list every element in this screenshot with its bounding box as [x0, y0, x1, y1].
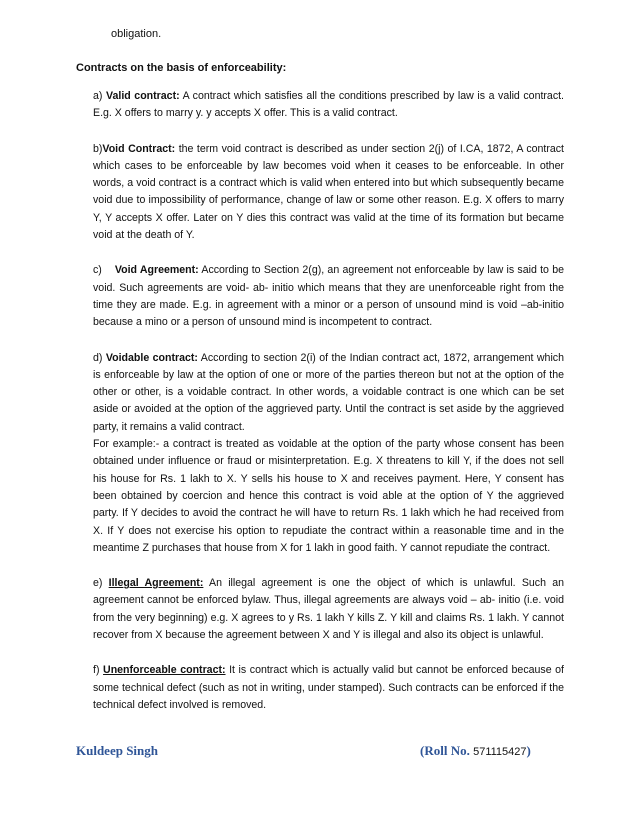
- roll-prefix: (Roll No.: [420, 743, 474, 758]
- paragraph-illegal-agreement: [93, 575, 564, 644]
- paragraph-text: According to section 2(i) of the Indian contract act, 1872, arrangement which is enforceable by law at the option of one or more of the parties thereon but not at the option of the other or other, is a voidable contract. In other words, a voidable contract is one which can be set aside or avoided at the option of the aggrieved party. Until the contract is set aside by the aggrieved party, it remains a valid contract.: [93, 351, 564, 433]
- paragraph-term: Voidable contract:: [105, 351, 198, 364]
- paragraph-term: Void Agreement:: [114, 264, 199, 277]
- paragraph-text: the term void contract is described as under section 2(j) of I.CA, 1872, A contract which cases to be enforceable by law becomes void when it ceases to be enforceable. In other words, a void contract is a contract which is valid when entered into but which subsequently became void due to impossibility of performance, change of law or some other reason. E.g. X offers to marry Y, Y accepts X offer. Later on Y dies this contract was valid at the time of its formation but became void at the death of Y.: [93, 142, 564, 242]
- paragraph-term: Illegal Agreement:: [108, 577, 204, 590]
- paragraph-unenforceable-contract: [93, 662, 564, 714]
- paragraph-term: Unenforceable contract:: [103, 664, 226, 677]
- roll-suffix: ): [526, 743, 531, 758]
- paragraph-voidable-contract: [93, 350, 564, 558]
- paragraph-term: Void Contract:: [102, 142, 176, 155]
- paragraph-text: According to Section 2(g), an agreement not enforceable by law is said to be void. Such agreements are void- ab- initio which means that they are unenforceable right from the time they are made. E.g. in agreement with a minor or a person of unsound mind is void –ab-initio because a mino or a person of unsound mind is incompetent to contract.: [93, 264, 564, 329]
- footer-roll-number: [420, 743, 531, 759]
- continued-text: obligation.: [111, 28, 162, 40]
- paragraph-valid-contract: [93, 88, 564, 123]
- section-heading: Contracts on the basis of enforceability:: [76, 62, 287, 74]
- paragraph-example: For example:- a contract is treated as voidable at the option of the party whose consent has been obtained under influence or fraud or misinterpretation. E.g. X threatens to kill Y, if the does not sell his house for Rs. 1 lakh to X. Y sells his house to X and receives payment. Here, Y consent has been obtained by coercion and hence this contract is void able at the option of Y the aggrieved party. If Y decides to avoid the contract he will have to return Rs. 1 lakh which he had received from X. If Y does not exercise his option to repudiate the contract within a reasonable time and in the meantime Z purchases that house from X for 1 lakh in good faith. Y cannot repudiate the contract.: [93, 438, 564, 554]
- paragraph-marker: a): [93, 90, 106, 102]
- paragraph-marker: c): [93, 264, 115, 277]
- paragraph-term: Valid contract:: [106, 90, 180, 102]
- paragraph-text: It is contract which is actually valid but cannot be enforced because of some technical defect (such as not in writing, under stamped). Such contracts can be enforced if the technical defect involved is removed.: [93, 664, 564, 711]
- paragraph-void-contract: [93, 141, 564, 245]
- paragraph-list: [93, 88, 564, 732]
- paragraph-marker: b): [93, 142, 103, 155]
- paragraph-text: An illegal agreement is one the object of which is unlawful. Such an agreement cannot be enforced bylaw. Thus, illegal agreements are always void – ab- initio (i.e. void from the very beginning) e.g. X agrees to y Rs. 1 lakh Y kills Z. Y kill and claims Rs. 1 lakh. Y cannot recover from X because the agreement between X and Y is illegal and also its object is unlawful.: [93, 577, 564, 642]
- paragraph-marker: d): [93, 351, 106, 364]
- paragraph-marker: f): [93, 664, 104, 677]
- paragraph-marker: e): [93, 577, 109, 590]
- footer-author-name: Kuldeep Singh: [76, 743, 159, 758]
- paragraph-text: A contract which satisfies all the conditions prescribed by law is a valid contract. E.g. X offers to marry y. y accepts X offer. This is a valid contract.: [93, 90, 565, 120]
- roll-number: 571115427: [473, 746, 527, 758]
- paragraph-void-agreement: [93, 262, 564, 331]
